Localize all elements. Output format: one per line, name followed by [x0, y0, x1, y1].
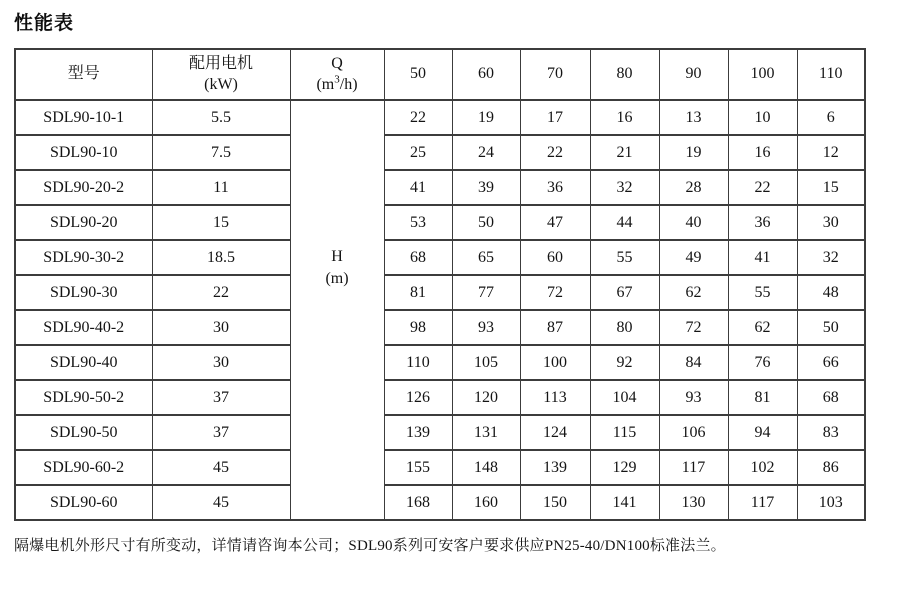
- col-header-flow-110: 110: [797, 49, 865, 100]
- value-cell: 150: [520, 485, 590, 520]
- value-cell: 106: [659, 415, 728, 450]
- value-cell: 155: [384, 450, 452, 485]
- value-cell: 100: [520, 345, 590, 380]
- model-cell: SDL90-10: [15, 135, 152, 170]
- table-row: [15, 345, 865, 380]
- page-title: 性能表: [14, 13, 75, 34]
- col-header-flow-70: 70: [520, 49, 590, 100]
- model-cell: SDL90-30-2: [15, 240, 152, 275]
- col-header-flow-90: 90: [659, 49, 728, 100]
- value-cell: 16: [590, 100, 659, 135]
- power-cell: 45: [152, 450, 290, 485]
- value-cell: 77: [452, 275, 520, 310]
- table-row: [15, 100, 865, 135]
- power-cell: 15: [152, 205, 290, 240]
- power-cell: 5.5: [152, 100, 290, 135]
- motor-header-line1: 配用电机: [188, 54, 253, 72]
- footer-note: 隔爆电机外形尺寸有所变动，详情请咨询本公司；SDL90系列可安客户要求供应PN25-40/DN100标准法兰。: [14, 538, 726, 554]
- value-cell: 49: [659, 240, 728, 275]
- motor-header-line2: (kW): [204, 75, 238, 93]
- performance-table: [14, 48, 866, 521]
- value-cell: 60: [520, 240, 590, 275]
- value-cell: 102: [728, 450, 797, 485]
- value-cell: 139: [520, 450, 590, 485]
- value-cell: 68: [384, 240, 452, 275]
- value-cell: 50: [452, 205, 520, 240]
- table-row: [15, 310, 865, 345]
- value-cell: 131: [452, 415, 520, 450]
- model-cell: SDL90-20: [15, 205, 152, 240]
- value-cell: 117: [728, 485, 797, 520]
- table-row: [15, 170, 865, 205]
- value-cell: 22: [728, 170, 797, 205]
- value-cell: 130: [659, 485, 728, 520]
- value-cell: 32: [590, 170, 659, 205]
- col-header-flow-60: 60: [452, 49, 520, 100]
- head-unit-cell: [290, 100, 384, 520]
- power-cell: 22: [152, 275, 290, 310]
- value-cell: 6: [797, 100, 865, 135]
- header-row: [15, 49, 865, 100]
- value-cell: 129: [590, 450, 659, 485]
- value-cell: 19: [452, 100, 520, 135]
- table-row: [15, 275, 865, 310]
- value-cell: 98: [384, 310, 452, 345]
- value-cell: 22: [384, 100, 452, 135]
- value-cell: 12: [797, 135, 865, 170]
- power-cell: 7.5: [152, 135, 290, 170]
- model-header-label: 型号: [67, 65, 100, 83]
- value-cell: 36: [520, 170, 590, 205]
- value-cell: 66: [797, 345, 865, 380]
- model-cell: SDL90-20-2: [15, 170, 152, 205]
- value-cell: 104: [590, 380, 659, 415]
- model-cell: SDL90-60-2: [15, 450, 152, 485]
- value-cell: 93: [659, 380, 728, 415]
- value-cell: 124: [520, 415, 590, 450]
- value-cell: 41: [384, 170, 452, 205]
- model-cell: SDL90-10-1: [15, 100, 152, 135]
- value-cell: 40: [659, 205, 728, 240]
- value-cell: 93: [452, 310, 520, 345]
- value-cell: 126: [384, 380, 452, 415]
- value-cell: 105: [452, 345, 520, 380]
- model-cell: SDL90-40: [15, 345, 152, 380]
- value-cell: 160: [452, 485, 520, 520]
- value-cell: 65: [452, 240, 520, 275]
- value-cell: 148: [452, 450, 520, 485]
- power-cell: 45: [152, 485, 290, 520]
- value-cell: 120: [452, 380, 520, 415]
- value-cell: 81: [384, 275, 452, 310]
- value-cell: 44: [590, 205, 659, 240]
- value-cell: 62: [728, 310, 797, 345]
- value-cell: 141: [590, 485, 659, 520]
- table-row: [15, 205, 865, 240]
- head-unit-label: H (m): [325, 248, 349, 287]
- value-cell: 80: [590, 310, 659, 345]
- value-cell: 117: [659, 450, 728, 485]
- value-cell: 53: [384, 205, 452, 240]
- value-cell: 55: [590, 240, 659, 275]
- model-cell: SDL90-40-2: [15, 310, 152, 345]
- value-cell: 32: [797, 240, 865, 275]
- value-cell: 17: [520, 100, 590, 135]
- value-cell: 21: [590, 135, 659, 170]
- value-cell: 55: [728, 275, 797, 310]
- table-row: [15, 135, 865, 170]
- value-cell: 62: [659, 275, 728, 310]
- value-cell: 39: [452, 170, 520, 205]
- value-cell: 72: [520, 275, 590, 310]
- table-row: [15, 380, 865, 415]
- model-cell: SDL90-50: [15, 415, 152, 450]
- value-cell: 115: [590, 415, 659, 450]
- table-row: [15, 240, 865, 275]
- value-cell: 67: [590, 275, 659, 310]
- col-header-model: [15, 49, 152, 100]
- value-cell: 28: [659, 170, 728, 205]
- value-cell: 50: [797, 310, 865, 345]
- power-cell: 18.5: [152, 240, 290, 275]
- power-cell: 37: [152, 415, 290, 450]
- value-cell: 139: [384, 415, 452, 450]
- value-cell: 83: [797, 415, 865, 450]
- value-cell: 84: [659, 345, 728, 380]
- model-cell: SDL90-60: [15, 485, 152, 520]
- value-cell: 25: [384, 135, 452, 170]
- value-cell: 15: [797, 170, 865, 205]
- value-cell: 19: [659, 135, 728, 170]
- table-row: [15, 415, 865, 450]
- value-cell: 86: [797, 450, 865, 485]
- value-cell: 41: [728, 240, 797, 275]
- col-header-motor: [152, 49, 290, 100]
- value-cell: 87: [520, 310, 590, 345]
- table-row: [15, 450, 865, 485]
- power-cell: 37: [152, 380, 290, 415]
- value-cell: 22: [520, 135, 590, 170]
- value-cell: 113: [520, 380, 590, 415]
- value-cell: 30: [797, 205, 865, 240]
- value-cell: 48: [797, 275, 865, 310]
- power-cell: 30: [152, 310, 290, 345]
- value-cell: 72: [659, 310, 728, 345]
- model-cell: SDL90-50-2: [15, 380, 152, 415]
- flow-unit-exponent: 3: [334, 73, 340, 86]
- flow-symbol: Q: [331, 54, 343, 72]
- value-cell: 24: [452, 135, 520, 170]
- value-cell: 168: [384, 485, 452, 520]
- col-header-flow-50: 50: [384, 49, 452, 100]
- value-cell: 16: [728, 135, 797, 170]
- flow-unit: $(m^3/h)$: [316, 73, 358, 93]
- value-cell: 47: [520, 205, 590, 240]
- power-cell: 30: [152, 345, 290, 380]
- value-cell: 76: [728, 345, 797, 380]
- value-cell: 103: [797, 485, 865, 520]
- value-cell: 13: [659, 100, 728, 135]
- value-cell: 10: [728, 100, 797, 135]
- col-header-flow: [290, 49, 384, 100]
- value-cell: 92: [590, 345, 659, 380]
- value-cell: 94: [728, 415, 797, 450]
- value-cell: 110: [384, 345, 452, 380]
- value-cell: 68: [797, 380, 865, 415]
- col-header-flow-100: 100: [728, 49, 797, 100]
- value-cell: 36: [728, 205, 797, 240]
- col-header-flow-80: 80: [590, 49, 659, 100]
- power-cell: 11: [152, 170, 290, 205]
- model-cell: SDL90-30: [15, 275, 152, 310]
- table-row: [15, 485, 865, 520]
- value-cell: 81: [728, 380, 797, 415]
